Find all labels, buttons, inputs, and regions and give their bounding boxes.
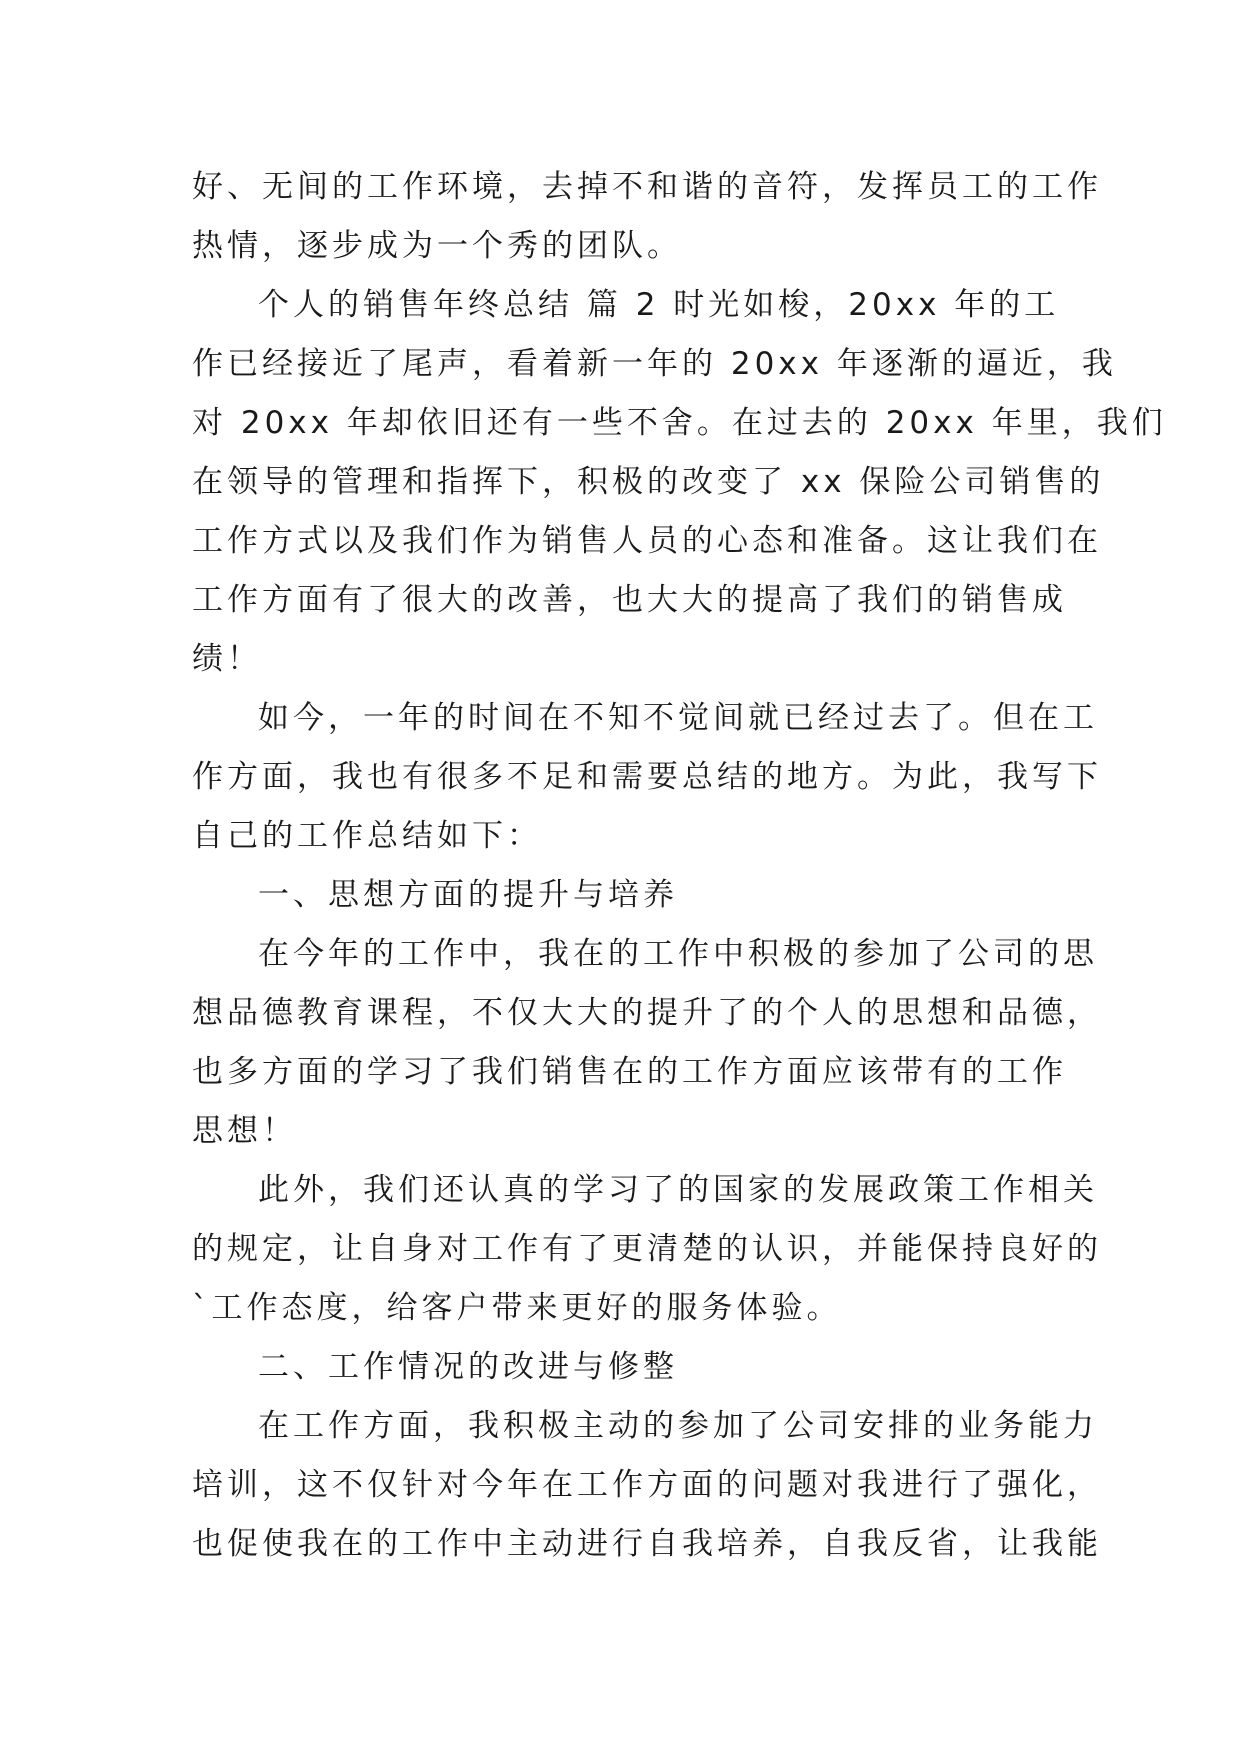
text-line: 想品德教育课程，不仅大大的提升了的个人的思想和品德，: [192, 995, 1102, 1031]
text-line: 热情，逐步成为一个秀的团队。: [192, 228, 682, 264]
document-body: [192, 158, 1167, 1574]
section-heading-line: 一、思想方面的提升与培养: [258, 877, 678, 913]
text-line: `工作态度，给客户带来更好的服务体验。: [192, 1290, 842, 1326]
text-line: 作方面，我也有很多不足和需要总结的地方。为此，我写下: [192, 759, 1102, 795]
text-line: 培训，这不仅针对今年在工作方面的问题对我进行了强化，: [192, 1467, 1102, 1503]
text-line: 工作方式以及我们作为销售人员的心态和准备。这让我们在: [192, 523, 1102, 559]
paragraph-start-line: 此外，我们还认真的学习了的国家的发展政策工作相关: [258, 1172, 1098, 1208]
text-line: 绩！: [192, 641, 262, 677]
paragraph-start-line: 在今年的工作中，我在的工作中积极的参加了公司的思: [258, 936, 1098, 972]
text-line: 也促使我在的工作中主动进行自我培养，自我反省，让我能: [192, 1526, 1102, 1562]
section-heading-line: 二、工作情况的改进与修整: [258, 1349, 678, 1385]
text-line: 自己的工作总结如下：: [192, 818, 542, 854]
paragraph-start-line: 如今，一年的时间在不知不觉间就已经过去了。但在工: [258, 700, 1098, 736]
text-line: 的规定，让自身对工作有了更清楚的认识，并能保持良好的: [192, 1231, 1102, 1267]
text-line: 作已经接近了尾声，看着新一年的 20xx 年逐渐的逼近，我: [192, 346, 1117, 382]
text-line: 好、无间的工作环境，去掉不和谐的音符，发挥员工的工作: [192, 169, 1102, 205]
text-line: 对 20xx 年却依旧还有一些不舍。在过去的 20xx 年里，我们: [192, 405, 1167, 441]
text-line: 在领导的管理和指挥下，积极的改变了 xx 保险公司销售的: [192, 464, 1105, 500]
text-line: 工作方面有了很大的改善，也大大的提高了我们的销售成: [192, 582, 1067, 618]
text-line: 也多方面的学习了我们销售在的工作方面应该带有的工作: [192, 1054, 1067, 1090]
section-heading-line: 个人的销售年终总结 篇 2 时光如梭，20xx 年的工: [258, 287, 1060, 323]
paragraph-start-line: 在工作方面，我积极主动的参加了公司安排的业务能力: [258, 1408, 1098, 1444]
text-line: 思想！: [192, 1113, 297, 1149]
